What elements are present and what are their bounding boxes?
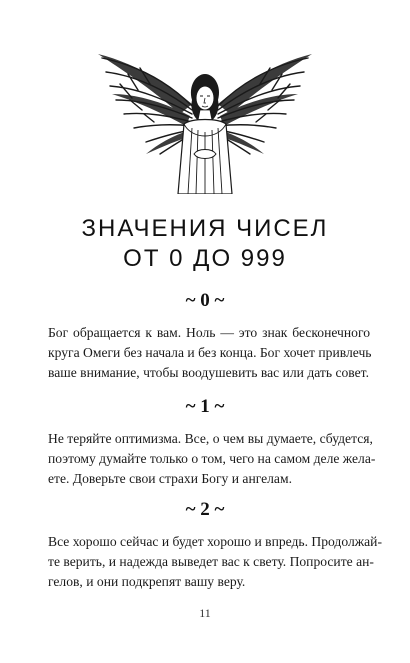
text-line: гелов, и они подкрепят вашу веру. [48, 574, 246, 589]
page-title-line-2: ОТ 0 ДО 999 [123, 245, 287, 272]
page-title-line-1: ЗНАЧЕНИЯ ЧИСЕЛ [81, 215, 329, 242]
meaning-paragraph-0 [48, 323, 370, 383]
text-line: Не теряйте оптимизма. Все, о чем вы думаете, сбудется, [48, 431, 373, 446]
number-heading-0: ~ 0 ~ [185, 290, 225, 311]
text-line: Все хорошо сейчас и будет хорошо и впредь. Продолжай- [48, 534, 382, 549]
text-line: ваше внимание, чтобы воодушевить вас или дать совет. [48, 365, 369, 380]
text-line: Бог обращается к вам. Ноль — это знак бесконечного [48, 325, 370, 340]
text-line: ете. Доверьте свои страхи Богу и ангелам. [48, 471, 292, 486]
text-line: круга Омеги без начала и без конца. Бог хочет привлечь [48, 345, 372, 360]
text-line: поэтому думайте только о том, чего на самом деле желa- [48, 451, 376, 466]
angel-illustration [80, 44, 330, 194]
meaning-paragraph-1 [48, 429, 376, 489]
number-heading-2: ~ 2 ~ [185, 499, 225, 520]
text-line: те верить, и надежда выведет вас к свету. Попросите ан- [48, 554, 374, 569]
number-heading-1: ~ 1 ~ [185, 396, 225, 417]
page-number: 11 [199, 606, 211, 620]
meaning-paragraph-2 [48, 532, 382, 592]
